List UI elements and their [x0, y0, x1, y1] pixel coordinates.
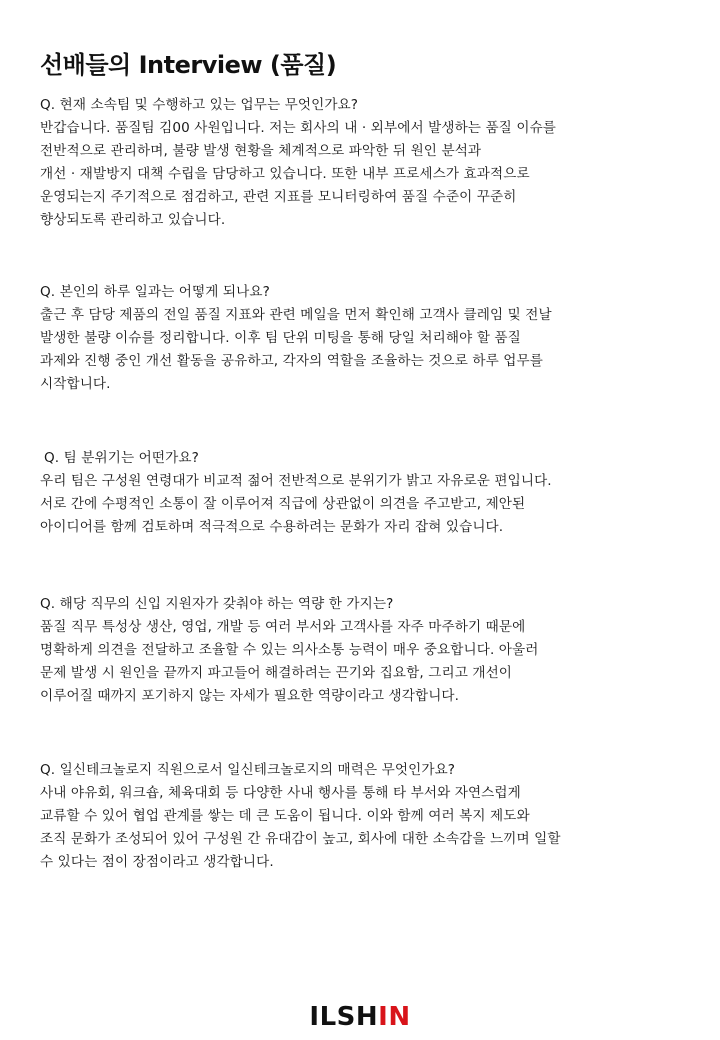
- answer-line: 문제 발생 시 원인을 끝까지 파고들어 해결하려는 끈기와 집요함, 그리고 개선이: [40, 665, 513, 681]
- answer-line: 품질 직무 특성상 생산, 영업, 개발 등 여러 부서와 고객사를 자주 마주하기 때문에: [40, 619, 526, 635]
- answer-line: 우리 팀은 구성원 연령대가 비교적 젊어 전반적으로 분위기가 밝고 자유로운 편입니다.: [40, 473, 552, 489]
- answer-line: 수 있다는 점이 장점이라고 생각합니다.: [40, 854, 274, 870]
- ilshin-logo: [0, 1002, 720, 1032]
- answer-line: 서로 간에 수평적인 소통이 잘 이루어져 직급에 상관없이 의견을 주고받고, 제안된: [40, 496, 526, 512]
- answer-line: 이루어질 때까지 포기하지 않는 자세가 필요한 역량이라고 생각합니다.: [40, 688, 460, 704]
- answer-line: 교류할 수 있어 협업 관계를 쌓는 데 큰 도움이 됩니다. 이와 함께 여러 복지 제도와: [40, 808, 530, 824]
- question-text: Q. 팀 분위기는 어떤가요?: [44, 450, 199, 466]
- answer-line: 시작합니다.: [40, 376, 111, 392]
- answer-line: 과제와 진행 중인 개선 활동을 공유하고, 각자의 역할을 조율하는 것으로 하루 업무를: [40, 353, 543, 369]
- answer-line: 전반적으로 관리하며, 불량 발생 현황을 체계적으로 파악한 뒤 원인 분석과: [40, 143, 482, 159]
- page-title: 선배들의 Interview (품질): [40, 51, 337, 79]
- question-text: Q. 해당 직무의 신입 지원자가 갖춰야 하는 역량 한 가지는?: [40, 596, 394, 612]
- qa-section-company-appeal: [40, 759, 690, 874]
- question-text: Q. 일신테크놀로지 직원으로서 일신테크놀로지의 매력은 무엇인가요?: [40, 762, 456, 778]
- logo-text-accent: IN: [378, 1002, 411, 1032]
- qa-section-daily-routine: [40, 281, 690, 396]
- answer-line: 향상되도록 관리하고 있습니다.: [40, 212, 226, 228]
- answer-line: 명확하게 의견을 전달하고 조율할 수 있는 의사소통 능력이 매우 중요합니다. 아울러: [40, 642, 539, 658]
- qa-section-current-team: [40, 94, 690, 232]
- logo-text-main: ILSH: [309, 1002, 379, 1032]
- question-text: Q. 본인의 하루 일과는 어떻게 되나요?: [40, 284, 270, 300]
- answer-line: 개선 · 재발방지 대책 수립을 담당하고 있습니다. 또한 내부 프로세스가 효과적으로: [40, 166, 530, 182]
- answer-line: 아이디어를 함께 검토하며 적극적으로 수용하려는 문화가 자리 잡혀 있습니다.: [40, 519, 504, 535]
- answer-line: 조직 문화가 조성되어 있어 구성원 간 유대감이 높고, 회사에 대한 소속감을 느끼며 일할: [40, 831, 561, 847]
- question-text: Q. 현재 소속팀 및 수행하고 있는 업무는 무엇인가요?: [40, 97, 359, 113]
- answer-line: 발생한 불량 이슈를 정리합니다. 이후 팀 단위 미팅을 통해 당일 처리해야 할 품질: [40, 330, 521, 346]
- answer-line: 사내 야유회, 워크숍, 체육대회 등 다양한 사내 행사를 통해 타 부서와 자연스럽게: [40, 785, 521, 801]
- answer-line: 반갑습니다. 품질팀 김00 사원입니다. 저는 회사의 내 · 외부에서 발생하는 품질 이슈를: [40, 120, 557, 136]
- qa-section-required-competency: [40, 593, 690, 708]
- answer-line: 출근 후 담당 제품의 전일 품질 지표와 관련 메일을 먼저 확인해 고객사 클레임 및 전날: [40, 307, 552, 323]
- qa-section-team-atmosphere: [40, 447, 690, 539]
- answer-line: 운영되는지 주기적으로 점검하고, 관련 지표를 모니터링하여 품질 수준이 꾸준히: [40, 189, 517, 205]
